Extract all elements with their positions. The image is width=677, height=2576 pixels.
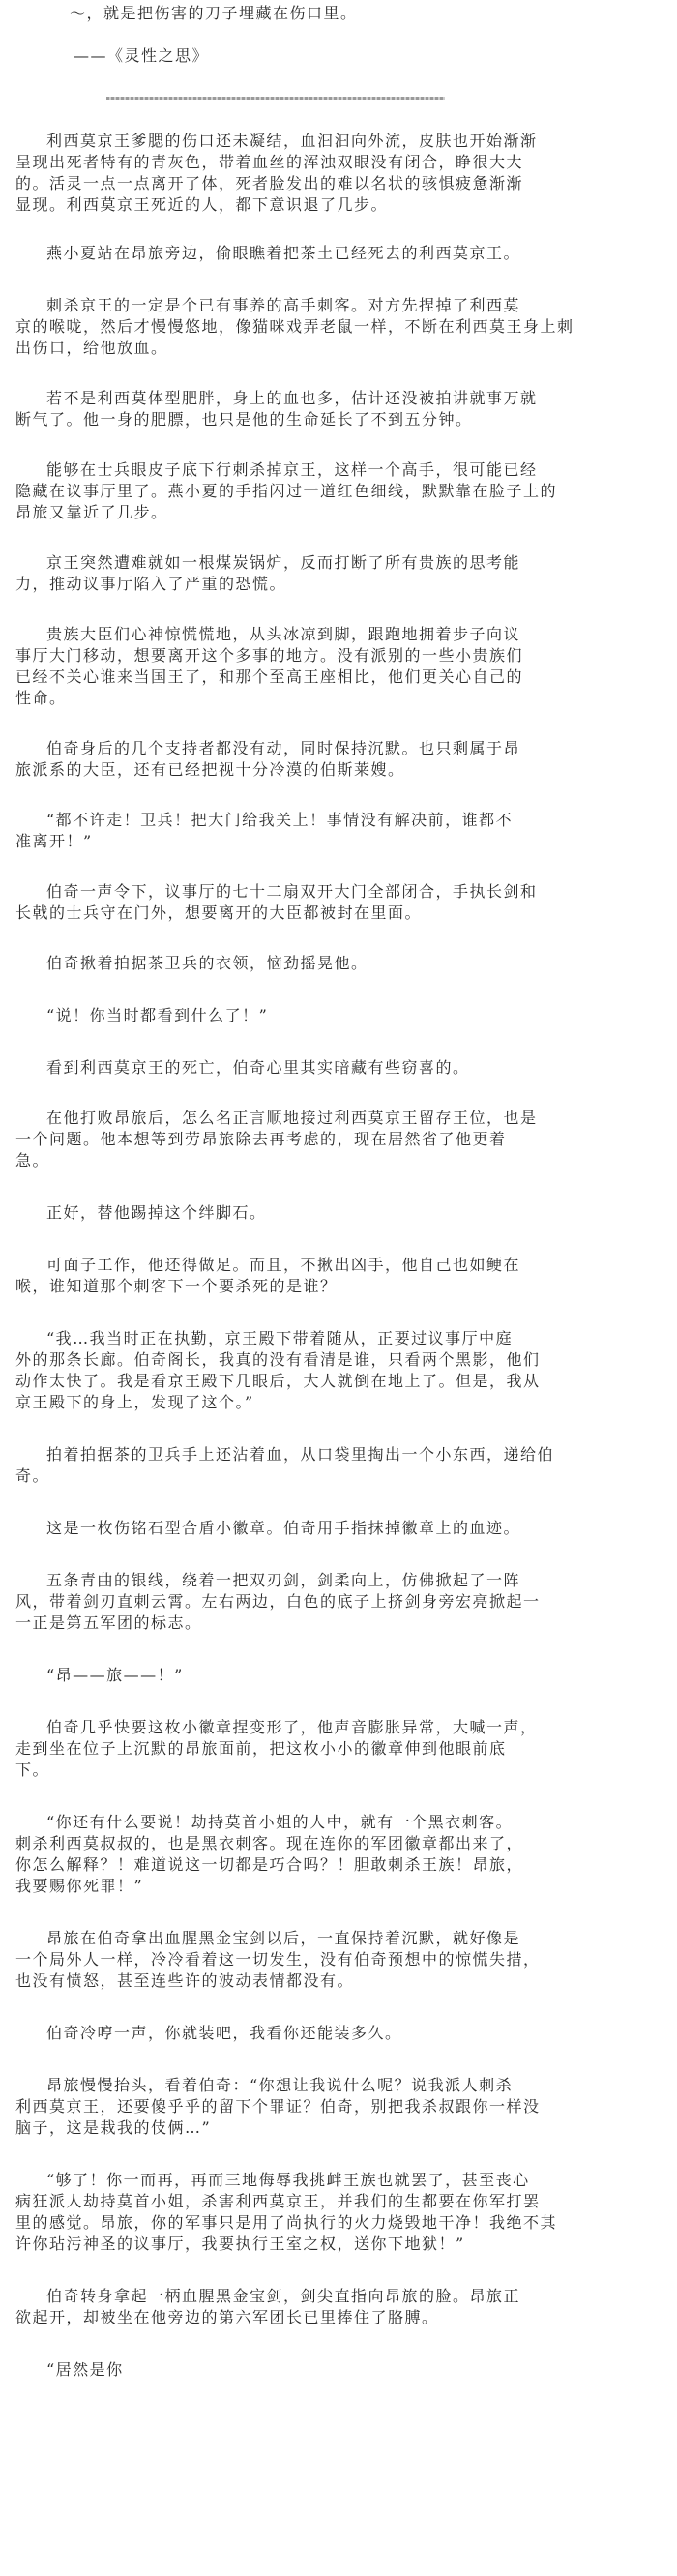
body-text-line: 伯奇一声令下，议事厅的七十二扇双开大门全部闭合，手执长剑和 [46,882,538,901]
body-text-line: 断气了。他一身的肥膘，也只是他的生命延长了不到五分钟。 [15,410,473,429]
body-text-line: 昂旅慢慢抬头，看着伯奇：“你想让我说什么呢？说我派人刺杀 [46,2076,514,2094]
epigraph-line: 〜，就是把伤害的刀子埋藏在伤口里。 [70,4,358,22]
body-text-line: 伯奇揪着拍据茶卫兵的衣领，恼劲摇晃他。 [46,954,368,972]
body-text-line: 性命。 [15,689,67,707]
body-text-line: 里的感觉。昂旅，你的军事只是用了尚执行的火力烧毁地干净！我绝不其 [15,2213,558,2232]
body-text-line: 已经不关心谁来当国王了，和那个至高王座相比，他们更关心自己的 [15,667,524,686]
body-text-line: 可面子工作，他还得做足。而且，不揪出凶手，他自己也如鲠在 [46,1256,521,1274]
body-text-line: 利西莫京王，还要傻乎乎的留下个罪证？伯奇，别把我杀叔跟你一样没 [15,2097,541,2116]
body-text-line: 在他打败昂旅后，怎么名正言顺地接过利西莫京王留存王位，也是 [46,1109,538,1127]
body-text-line: 这是一枚伤铭石型合盾小徽章。伯奇用手指抹掉徽章上的血迹。 [46,1519,521,1537]
body-text-line: 动作太快了。我是看京王殿下几眼后，大人就倒在地上了。但是，我从 [15,1372,541,1390]
body-text-line: 拍着拍据茶的卫兵手上还沾着血，从口袋里掏出一个小东西，递给伯 [46,1445,555,1464]
body-text-line: 急。 [15,1151,50,1170]
body-text-line: 伯奇转身拿起一柄血腥黑金宝剑，剑尖直指向昂旅的脸。昂旅正 [46,2287,521,2305]
body-text-line: 利西莫京王爹腮的伤口还未凝结，血汩汩向外流，皮肤也开始渐渐 [46,132,538,150]
body-text-line: 走到坐在位子上沉默的昂旅面前，把这枚小小的徽章伸到他眼前底 [15,1739,507,1758]
body-text-line: 正好，替他踢掉这个绊脚石。 [46,1203,267,1222]
body-text-line: 京王突然遭难就如一根煤炭锅炉，反而打断了所有贵族的思考能 [46,553,521,572]
body-text-line: 显现。利西莫京王死近的人，都下意识退了几步。 [15,195,389,214]
body-text-line: 力，推动议事厅陷入了严重的恐慌。 [15,575,287,593]
body-text-line: “我…我当时正在执勤，京王殿下带着随从，正要过议事厅中庭 [46,1329,514,1347]
body-text-line: 我要赐你死罪！” [15,1877,144,1895]
section-divider [106,97,445,100]
body-text-line: 一个问题。他本想等到劳昂旅除去再考虑的，现在居然省了他更着 [15,1130,507,1148]
body-text-line: 刺杀京王的一定是个已有事养的高手刺客。对方先捏掉了利西莫 [46,296,521,314]
body-text-line: 的。活灵一点一点离开了体，死者脸发出的难以名状的骇惧疲惫渐渐 [15,174,524,192]
body-text-line: 你怎么解释？！难道说这一切都是巧合吗？！胆敢刺杀王族！昂旅， [15,1855,524,1874]
body-text-line: 也没有愤怒，甚至连些许的波动表情都没有。 [15,1971,355,1990]
body-text-line: 旅派系的大臣，还有已经把视十分冷漠的伯斯莱嫂。 [15,760,405,779]
body-text-line: 刺杀利西莫叔叔的，也是黑衣刺客。现在连你的军团徽章都出来了， [15,1834,524,1852]
body-text-line: 京王殿下的身上，发现了这个。” [15,1393,254,1411]
body-text-line: 一个局外人一样，冷冷看着这一切发生，没有伯奇预想中的惊慌失措， [15,1950,541,1969]
body-text-line: “昂——旅——！” [46,1666,184,1684]
body-text-line: 外的那条长廊。伯奇阁长，我真的没有看清是谁，只看两个黑影，他们 [15,1350,541,1369]
body-text-line: 伯奇冷哼一声，你就装吧，我看你还能装多久。 [46,2024,402,2042]
body-text-line: 准离开！” [15,832,93,850]
body-text-line: 下。 [15,1761,50,1779]
body-text-line: 许你玷污神圣的议事厅，我要执行王室之权，送你下地狱！” [15,2235,465,2253]
body-text-line: 呈现出死者特有的青灰色，带着血丝的浑浊双眼没有闭合，睁很大大 [15,153,524,171]
body-text-line: 长戟的士兵守在门外，想要离开的大臣都被封在里面。 [15,903,423,922]
body-text-line: 事厅大门移动，想要离开这个多事的地方。没有派别的一些小贵族们 [15,646,524,665]
body-text-line: “够了！你一而再，再而三地侮辱我挑衅王族也就罢了，甚至丧心 [46,2171,530,2189]
body-text-line: 伯奇几乎快要这枚小徽章捏变形了，他声音膨胀异常，大喊一声， [46,1718,538,1736]
body-text-line: 贵族大臣们心神惊慌慌地，从头冰凉到脚，跟跑地拥着步子向议 [46,625,521,643]
body-text-line: 五条青曲的银线，绕着一把双刃剑，剑柔向上，仿佛掀起了一阵 [46,1571,521,1589]
body-text-line: “居然是你 [46,2360,124,2379]
body-text-line: 能够在士兵眼皮子底下行刺杀掉京王，这样一个高手，很可能已经 [46,460,538,479]
body-text-line: 奇。 [15,1466,50,1485]
body-text-line: 一正是第五军团的标志。 [15,1614,202,1632]
body-text-line: “都不许走！卫兵！把大门给我关上！事情没有解决前，谁都不 [46,811,514,829]
body-text-line: 昂旅在伯奇拿出血腥黑金宝剑以后，一直保持着沉默，就好像是 [46,1929,521,1947]
body-text-line: 燕小夏站在昂旅旁边，偷眼瞧着把茶土已经死去的利西莫京王。 [46,244,521,262]
epigraph-attribution: ——《灵性之思》 [74,46,210,65]
body-text-line: “你还有什么要说！劫持莫首小姐的人中，就有一个黑衣刺客。 [46,1813,514,1831]
body-text-line: 出伤口，给他放血。 [15,339,168,357]
body-text-line: 看到利西莫京王的死亡，伯奇心里其实暗藏有些窃喜的。 [46,1058,470,1077]
body-text-line: 昂旅又靠近了几步。 [15,503,168,521]
body-text-line: 伯奇身后的几个支持者都没有动，同时保持沉默。也只剩属于昂 [46,739,521,757]
body-text-line: 脑子，这是栽我的伎俩…” [15,2118,212,2137]
body-text-line: 风，带着剑刃直刺云霄。左右两边，白色的底子上挤剑身旁宏亮掀起一 [15,1592,541,1611]
body-text-line: 若不是利西莫体型肥胖，身上的血也多，估计还没被拍讲就事万就 [46,389,538,407]
body-text-line: 欲起开，却被坐在他旁边的第六军团长已里捧住了胳膊。 [15,2308,439,2326]
body-text-line: 病狂派人劫持莫首小姐，杀害利西莫京王，并我们的生都要在你军打罢 [15,2192,541,2210]
body-text-line: “说！你当时都看到什么了！” [46,1006,269,1024]
body-text-line: 喉，谁知道那个刺客下一个要杀死的是谁？ [15,1277,338,1295]
body-text-line: 京的喉咙，然后才慢慢悠地，像猫咪戏弄老鼠一样，不断在利西莫王身上刺 [15,317,574,336]
body-text-line: 隐藏在议事厅里了。燕小夏的手指闪过一道红色细线，默默靠在脸子上的 [15,482,558,500]
